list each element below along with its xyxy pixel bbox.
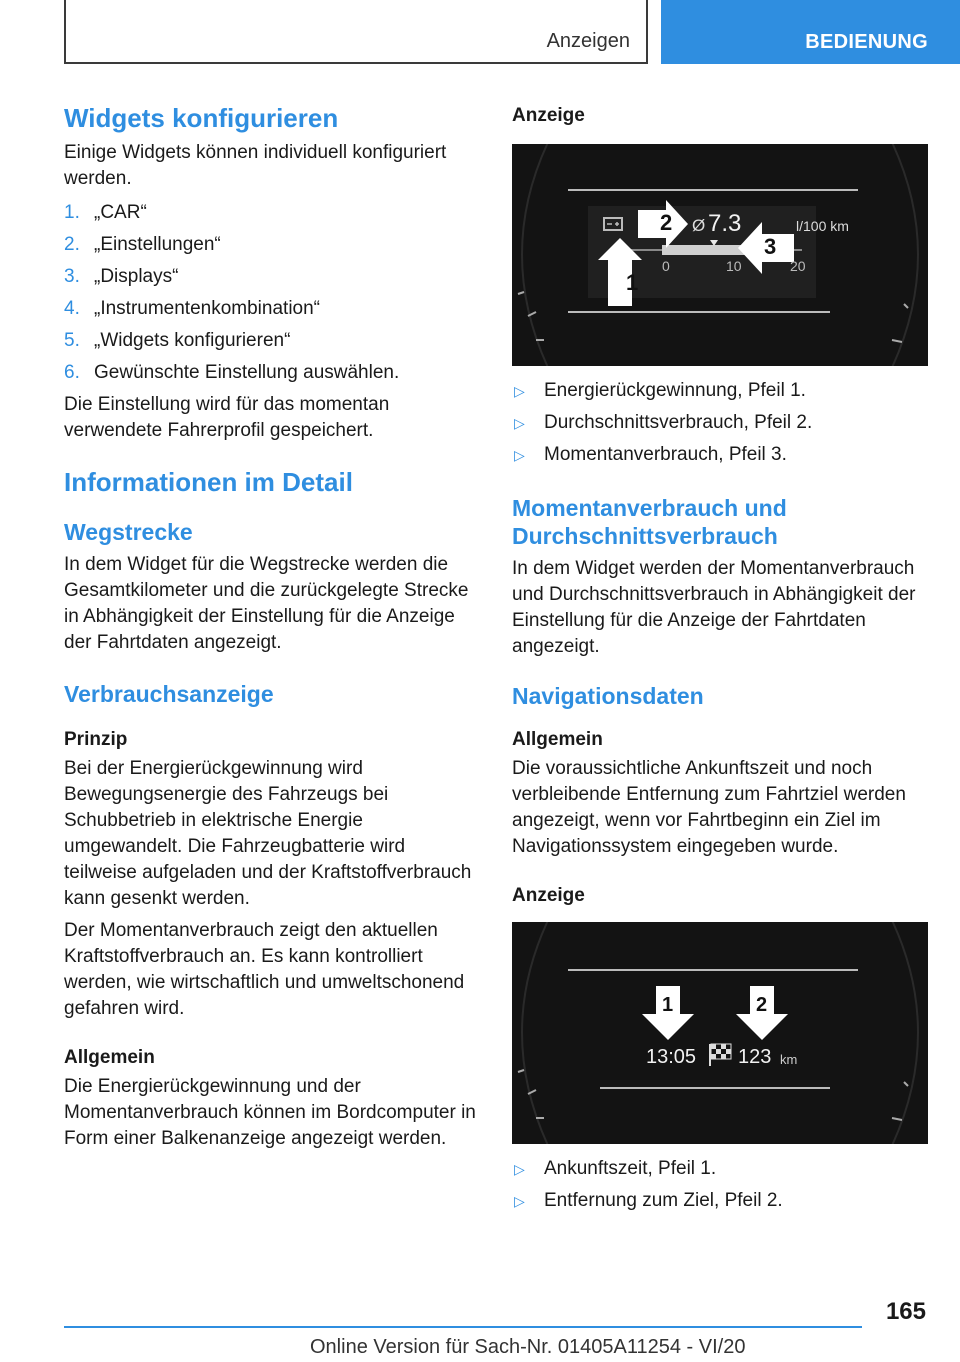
scale-tick-20: 20 <box>790 258 806 274</box>
list-item: ▷ Ankunftszeit, Pfeil 1. <box>512 1156 928 1188</box>
navigation-display-illustration <box>512 922 928 1144</box>
widgets-heading: Widgets konfigurieren <box>64 103 339 133</box>
list-item: 5. „Widgets konfigurieren“ <box>64 330 291 351</box>
list-item: ▷ Energierückgewinnung, Pfeil 1. <box>512 378 928 410</box>
remaining-distance: 123 <box>738 1046 772 1068</box>
prinzip-text-1: Bei der Energierückgewinnung wird Bewegungsenergie des Fahrzeugs bei Schubbetrieb in elektrische Energie umgewandelt. Die Fahrzeugbatterie wird teilweise aufgeladen und der Kraftstoffverbrauch kann gesenkt werden. <box>64 758 472 909</box>
triangle-bullet-icon: ▷ <box>514 447 525 463</box>
arrow-label-2: 2 <box>660 210 673 235</box>
list-item: ▷ Entfernung zum Ziel, Pfeil 2. <box>512 1188 928 1220</box>
anzeige-heading-2: Anzeige <box>512 885 585 906</box>
triangle-bullet-icon: ▷ <box>514 415 525 431</box>
verbrauch-heading: Verbrauchsanzeige <box>64 681 274 707</box>
footer-online-version: Online Version für Sach-Nr. 01405A11254 - VI/20 <box>310 1336 746 1358</box>
widgets-intro: Einige Widgets können individuell konfiguriert werden. <box>64 142 447 189</box>
consumption-unit: l/100 km <box>796 218 849 234</box>
triangle-bullet-icon: ▷ <box>514 1193 525 1209</box>
right-column <box>512 100 928 1220</box>
arrow-label-1: 1 <box>626 270 639 295</box>
step-list <box>64 200 478 392</box>
list-item: 1. „CAR“ <box>64 202 147 223</box>
header-chapter-tab <box>661 0 960 64</box>
list-item: ▷ Momentanverbrauch, Pfeil 3. <box>512 442 928 474</box>
navigation-display-figure <box>512 922 928 1144</box>
info-heading: Informationen im Detail <box>64 467 353 497</box>
triangle-bullet-icon: ▷ <box>514 383 525 399</box>
wegstrecke-text: In dem Widget für die Wegstrecke werden die Gesamtkilometer und die zurückgelegte Strecke in Abhängigkeit der Einstellung für die Anzeige der Fahrtdaten angezeigt. <box>64 554 469 653</box>
consumption-value: 7.3 <box>708 210 742 237</box>
left-column <box>64 100 478 1152</box>
wegstrecke-heading: Wegstrecke <box>64 519 193 545</box>
arrival-time: 13:05 <box>646 1046 697 1068</box>
list-item: 6. Gewünschte Einstellung auswählen. <box>64 362 400 383</box>
nav-allgemein-text: Die voraussichtliche Ankunftszeit und noch verbleibende Entfernung zum Fahrtziel werden angezeigt, wenn vor Fahrtbeginn ein Ziel im Navigationssystem eingegeben wurde. <box>512 758 906 857</box>
consumption-bullet-list <box>512 378 928 474</box>
page-number: 165 <box>885 1298 926 1325</box>
header-section-box <box>64 0 648 64</box>
allgemein-heading: Allgemein <box>64 1047 155 1068</box>
allgemein-text: Die Energierückgewinnung und der Momentanverbrauch können im Bordcomputer in Form einer Balkenanzeige angezeigt werden. <box>64 1076 476 1149</box>
consumption-display-figure <box>512 144 928 366</box>
list-item: ▷ Durchschnittsverbrauch, Pfeil 2. <box>512 410 928 442</box>
prinzip-heading: Prinzip <box>64 729 128 750</box>
list-item: 3. „Displays“ <box>64 266 179 287</box>
triangle-bullet-icon: ▷ <box>514 1161 525 1177</box>
distance-unit: km <box>780 1052 798 1067</box>
arrow-label-3: 3 <box>764 234 777 259</box>
consumption-display-illustration <box>512 144 928 366</box>
list-item: 4. „Instrumentenkombination“ <box>64 298 320 319</box>
widgets-note: Die Einstellung wird für das momentan verwendete Fahrerprofil gespeichert. <box>64 394 390 441</box>
scale-tick-0: 0 <box>662 258 670 274</box>
navigation-bullet-list <box>512 1156 928 1220</box>
arrow-label-1: 1 <box>662 994 674 1016</box>
scale-tick-10: 10 <box>726 258 742 274</box>
anzeige-heading-1: Anzeige <box>512 105 585 126</box>
moment-heading: Momentanverbrauch und Durchschnittsverbrauch <box>512 495 787 549</box>
footer-divider <box>64 1326 862 1328</box>
moment-text: In dem Widget werden der Momentanverbrauch und Durchschnittsverbrauch in Abhängigkeit der Einstellung für die Anzeige der Fahrtdaten angezeigt. <box>512 558 916 657</box>
average-symbol: Ø <box>692 216 706 235</box>
nav-heading: Navigationsdaten <box>512 683 704 709</box>
arrow-label-2: 2 <box>756 994 768 1016</box>
nav-allgemein-heading: Allgemein <box>512 729 603 750</box>
header-section-title: Anzeigen <box>546 30 630 52</box>
list-item: 2. „Einstellungen“ <box>64 234 221 255</box>
header-chapter-title: BEDIENUNG <box>805 31 928 53</box>
prinzip-text-2: Der Momentanverbrauch zeigt den aktuellen Kraftstoffverbrauch an. Es kann kontrolliert werden, wie wirtschaftlich und umweltschonend gefahren wird. <box>64 920 465 1019</box>
